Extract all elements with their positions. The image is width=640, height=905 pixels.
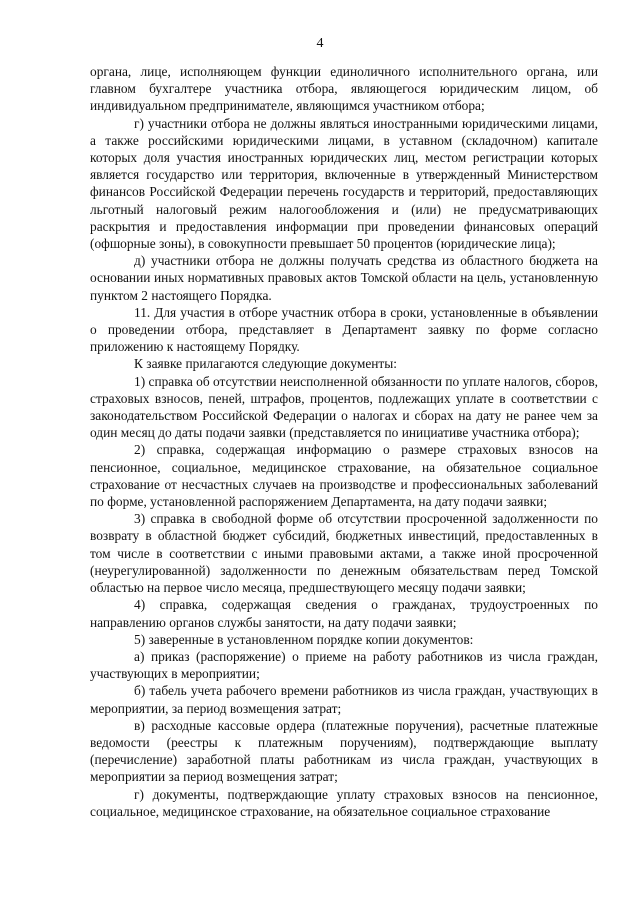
paragraph-doc-3-debt-certificate: 3) справка в свободной форме об отсутствии просроченной задолженности по возврату в областной бюджет субсидий, бюджетных инвестиций, предоставленных в том числе в соответствии с иными правовыми актами, а также иной просроченной (неурегулированной) задолженности по денежным обязательствам перед Томской областью на первое число месяца, предшествующего месяцу подачи заявки; [90, 511, 598, 596]
page-number: 4 [316, 36, 324, 51]
paragraph-doc-4-employment-certificate: 4) справка, содержащая сведения о гражданах, трудоустроенных по направлению органов службы занятости, на дату подачи заявки; [90, 597, 598, 630]
paragraph-doc-5g-insurance-payments: г) документы, подтверждающие уплату страховых взносов на пенсионное, социальное, медицинское страхование, на обязательное социальное страхование [90, 786, 598, 819]
paragraph-doc-5-copies: 5) заверенные в установленном порядке копии документов: [134, 631, 474, 647]
paragraph-doc-5a-hiring-order: а) приказ (распоряжение) о приеме на работу работников из числа граждан, участвующих в мероприятии; [90, 648, 598, 682]
paragraph-doc-1-tax-certificate: 1) справка об отсутствии неисполненной обязанности по уплате налогов, сборов, страховых взносов, пеней, штрафов, процентов, подлежащих уплате в соответствии с законодательством Российской Федерации о налогах и сборах на дату не ранее чем за один месяц до даты подачи заявки (представляется по инициативе участника отбора); [90, 373, 598, 441]
paragraph-doc-5b-timesheet: б) табель учета рабочего времени работников из числа граждан, участвующих в мероприятии, за период возмещения затрат; [90, 683, 598, 716]
paragraph-continuation: органа, лице, исполняющем функции единоличного исполнительного органа, или главном бухгалтере участника отбора, являющегося юридическим лицом, об индивидуальном предпринимателе, являющимся участником отбора; [90, 64, 598, 114]
paragraph-doc-5v-cash-orders: в) расходные кассовые ордера (платежные поручения), расчетные платежные ведомости (реестры к платежным поручениям), подтверждающие выплату (перечисление) заработной платы работникам из числа граждан, участвующих в мероприятии за период возмещения затрат; [90, 717, 598, 785]
paragraph-item-d-regional-budget: д) участники отбора не должны получать средства из областного бюджета на основании иных нормативных правовых актов Томской области на цель, установленную пунктом 2 настоящего Порядка. [90, 253, 598, 303]
paragraph-doc-2-insurance-certificate: 2) справка, содержащая информацию о размере страховых взносов на пенсионное, социальное, медицинское страхование, на обязательное социальное страхование от несчастных случаев на производстве и профессиональных заболеваний по форме, установленной распоряжением Департамента, на дату подачи заявки; [90, 442, 598, 510]
paragraph-item-g-foreign-entities: г) участники отбора не должны являться иностранными юридическими лицами, а также российскими юридическими лицами, в уставном (складочном) капитале которых доля участия иностранных юридических лиц, местом регистрации которых является государство или территория, включенные в утвержденный Министерством финансов Российской Федерации перечень государств и территорий, предоставляющих льготный налоговый режим налогообложения и (или) не предусматривающих раскрытия и предоставления информации при проведении финансовых операций (офшорные зоны), в совокупности превышает 50 процентов (юридические лица); [90, 115, 598, 252]
paragraph-documents-intro: К заявке прилагаются следующие документы: [134, 356, 398, 372]
document-body [90, 63, 598, 820]
paragraph-clause-11: 11. Для участия в отборе участник отбора в сроки, установленные в объявлении о проведении отбора, представляет в Департамент заявку по форме согласно приложению к настоящему Порядку. [90, 304, 598, 355]
